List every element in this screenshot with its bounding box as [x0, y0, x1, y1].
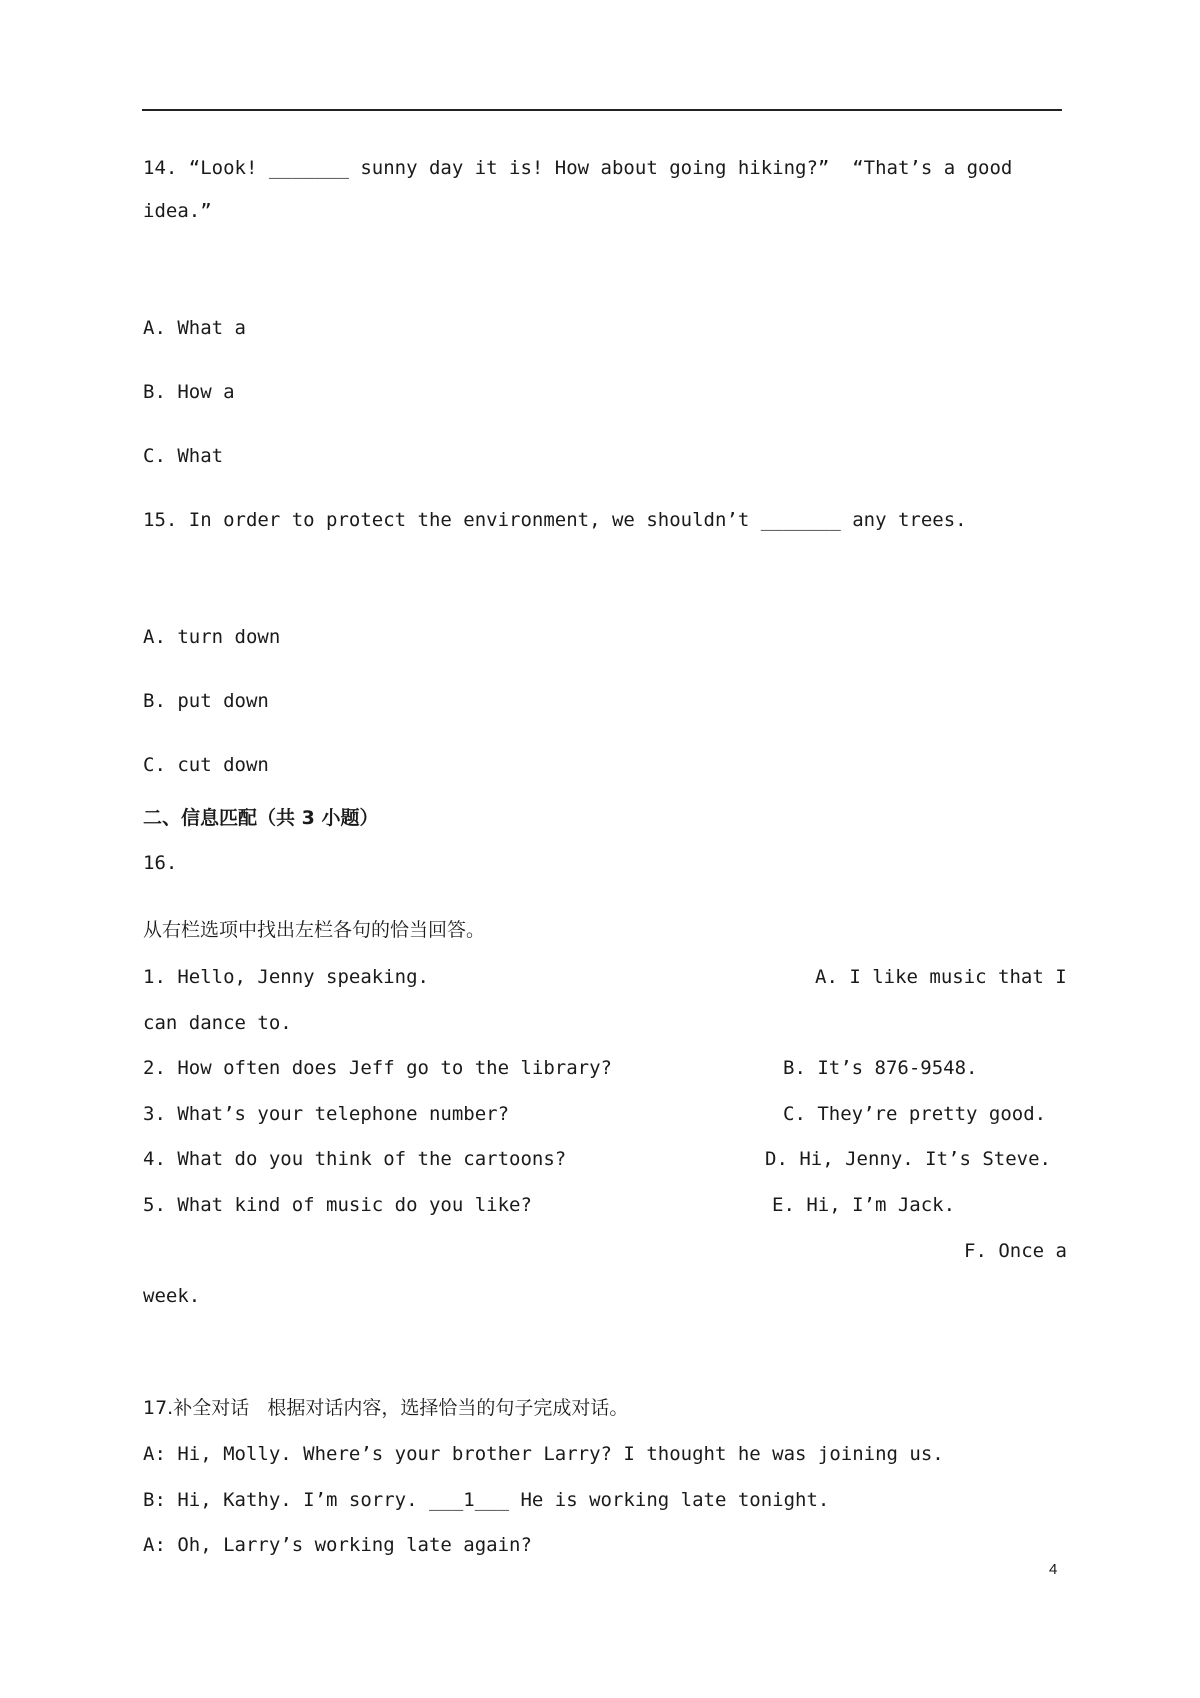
- section2-heading: 二、信息匹配（共 3 小题）: [143, 807, 379, 829]
- q16-left-2: 2. How often does Jeff go to the library?: [143, 1057, 612, 1079]
- q15-option-a[interactable]: A. turn down: [143, 626, 281, 648]
- q16-number: 16.: [143, 852, 178, 874]
- header-rule: [142, 109, 1062, 111]
- q16-instruction: 从右栏选项中找出左栏各句的恰当回答。: [143, 919, 486, 941]
- q17-dialogue-line-1: A: Hi, Molly. Where’s your brother Larry? I thought he was joining us.: [143, 1443, 944, 1465]
- q16-right-a-wrap: can dance to.: [143, 1012, 292, 1034]
- q16-left-3: 3. What’s your telephone number?: [143, 1103, 510, 1125]
- q16-left-4: 4. What do you think of the cartoons?: [143, 1148, 567, 1170]
- q15-option-b[interactable]: B. put down: [143, 690, 269, 712]
- q16-right-d: D. Hi, Jenny. It’s Steve.: [765, 1148, 1051, 1170]
- q16-right-b: B. It’s 876-9548.: [783, 1057, 978, 1079]
- q15-option-c[interactable]: C. cut down: [143, 754, 269, 776]
- q17-dialogue-line-3: A: Oh, Larry’s working late again?: [143, 1534, 532, 1556]
- q14-stem-line2: idea.”: [143, 200, 212, 222]
- q16-right-f-wrap: week.: [143, 1285, 201, 1307]
- q16-left-5: 5. What kind of music do you like?: [143, 1194, 532, 1216]
- q14-stem-line1: 14. “Look! _______ sunny day it is! How about going hiking?” “That’s a good: [143, 157, 1013, 179]
- q14-option-c[interactable]: C. What: [143, 445, 224, 467]
- q16-right-c: C. They’re pretty good.: [783, 1103, 1047, 1125]
- q14-option-a[interactable]: A. What a: [143, 317, 246, 339]
- q17-dialogue-line-2: B: Hi, Kathy. I’m sorry. ___1___ He is working late tonight.: [143, 1489, 830, 1511]
- q16-right-a: A. I like music that I: [815, 966, 1067, 988]
- q16-right-e: E. Hi, I’m Jack.: [772, 1194, 956, 1216]
- q16-left-1: 1. Hello, Jenny speaking.: [143, 966, 429, 988]
- q14-option-b[interactable]: B. How a: [143, 381, 235, 403]
- q17-heading: 17.补全对话 根据对话内容，选择恰当的句子完成对话。: [143, 1397, 629, 1419]
- page-number: 4: [1049, 1561, 1058, 1578]
- q15-stem: 15. In order to protect the environment, we shouldn’t _______ any trees.: [143, 509, 967, 531]
- q16-right-f: F. Once a: [964, 1240, 1067, 1262]
